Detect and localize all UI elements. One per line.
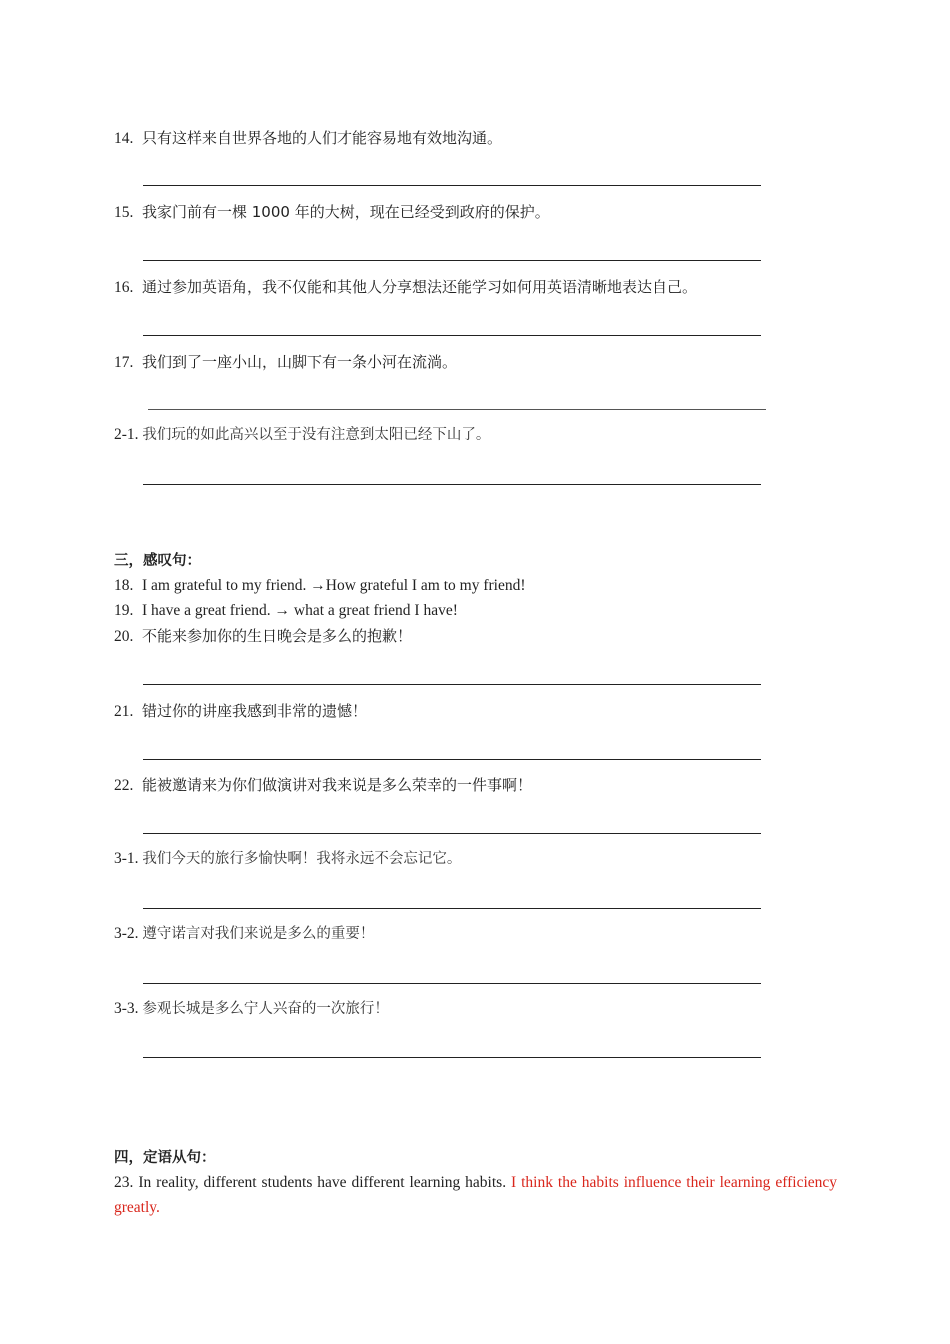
question-3-2 <box>114 924 374 944</box>
question-number: 23. <box>114 1174 134 1191</box>
question-number: 14. <box>114 130 134 147</box>
answer-line-22[interactable] <box>143 833 761 834</box>
example-text: I am grateful to my friend. →How grateful I am to my friend! <box>142 577 526 594</box>
question-text: 能被邀请来为你们做演讲对我来说是多么荣幸的一件事啊！ <box>142 776 533 794</box>
example-18 <box>114 576 526 596</box>
question-15 <box>114 202 550 223</box>
example-19 <box>114 601 458 621</box>
answer-line-3-2[interactable] <box>143 983 761 984</box>
answer-line-17[interactable] <box>148 409 766 410</box>
answer-line-3-3[interactable] <box>143 1057 761 1058</box>
question-text: In reality, different students have different learning habits. <box>138 1174 507 1191</box>
question-text: 我们今天的旅行多愉快啊！我将永远不会忘记它。 <box>142 851 462 867</box>
answer-line-15[interactable] <box>143 260 761 261</box>
question-number: 3-3. <box>114 1000 139 1017</box>
example-text: I have a great friend. → what a great friend I have! <box>142 602 458 619</box>
question-text: 参观长城是多么宁人兴奋的一次旅行！ <box>142 1001 389 1017</box>
question-number: 21. <box>114 703 134 720</box>
question-number: 15. <box>114 204 134 221</box>
question-text: 我们玩的如此高兴以至于没有注意到太阳已经下山了。 <box>142 427 491 443</box>
question-number: 16. <box>114 279 134 296</box>
question-16 <box>114 277 697 298</box>
question-text: 不能来参加你的生日晚会是多么的抱歉！ <box>142 627 413 645</box>
question-14 <box>114 128 502 149</box>
answer-text: I think the habits influence their learning efficiency greatly. <box>114 1174 838 1216</box>
question-2-1 <box>114 425 490 445</box>
answer-line-20[interactable] <box>143 684 761 685</box>
question-22 <box>114 775 532 796</box>
question-text: 错过你的讲座我感到非常的遗憾！ <box>142 702 368 720</box>
question-number: 18. <box>114 577 134 594</box>
question-number: 2-1. <box>114 426 139 443</box>
answer-line-16[interactable] <box>143 335 761 336</box>
answer-line-21[interactable] <box>143 759 761 760</box>
question-3-3 <box>114 999 389 1019</box>
question-21 <box>114 701 367 722</box>
question-number: 3-1. <box>114 850 139 867</box>
question-number: 19. <box>114 602 134 619</box>
question-3-1 <box>114 849 461 869</box>
question-23 <box>114 1170 837 1220</box>
question-text: 我们到了一座小山，山脚下有一条小河在流淌。 <box>142 353 458 371</box>
question-text: 遵守诺言对我们来说是多么的重要！ <box>142 926 375 942</box>
question-number: 22. <box>114 777 134 794</box>
question-text: 只有这样来自世界各地的人们才能容易地有效地沟通。 <box>142 129 503 147</box>
question-number: 20. <box>114 628 134 645</box>
section3-heading: 三，感叹句： <box>114 553 201 569</box>
question-number: 17. <box>114 354 134 371</box>
question-17 <box>114 352 457 373</box>
question-text: 我家门前有一棵 1000 年的大树，现在已经受到政府的保护。 <box>142 203 550 221</box>
answer-line-3-1[interactable] <box>143 908 761 909</box>
question-text: 通过参加英语角，我不仅能和其他人分享想法还能学习如何用英语清晰地表达自己。 <box>142 278 698 296</box>
answer-line-2-1[interactable] <box>143 484 761 485</box>
question-20 <box>114 626 412 647</box>
question-number: 3-2. <box>114 925 139 942</box>
section4-heading: 四，定语从句： <box>114 1150 216 1166</box>
answer-line-14[interactable] <box>143 185 761 186</box>
